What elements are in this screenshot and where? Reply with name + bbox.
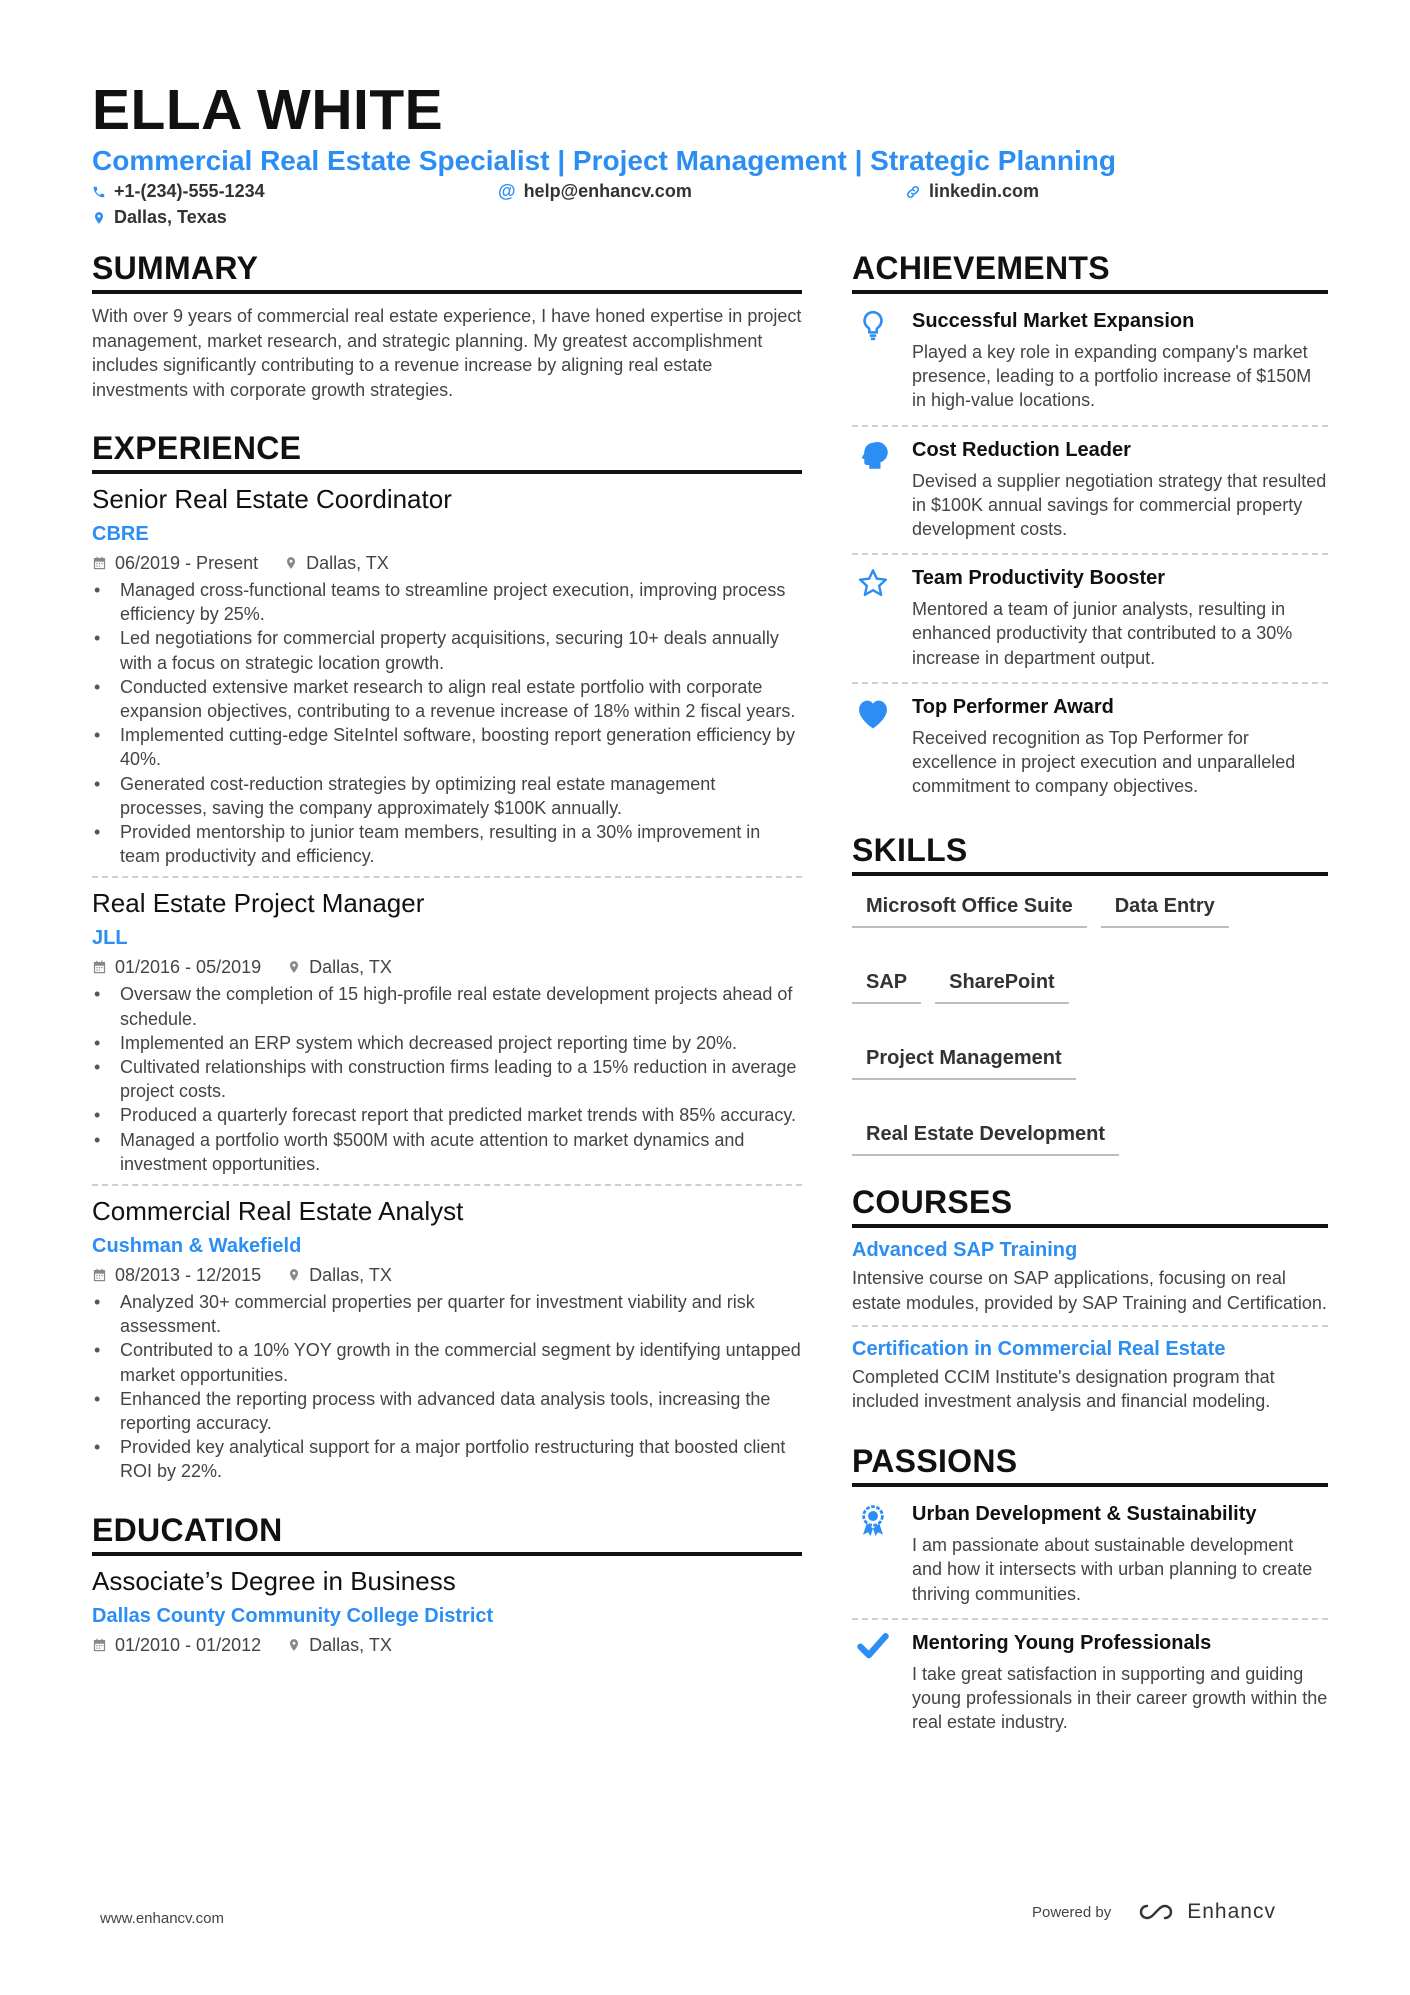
summary-text: With over 9 years of commercial real estate experience, I have honed expertise in project management, market research, and strategic planning. My greatest accomplishment includes significantly contributing to a revenue increase by aligning real estate investments with corporate growth strategies. <box>92 306 802 400</box>
lightbulb-icon <box>860 310 886 342</box>
bullet-item: • Conducted extensive market research to align real estate portfolio with corporate expansion objectives, contributing to a revenue increase of 18% within 2 fiscal years. <box>92 675 802 723</box>
passion-item <box>852 1491 1328 1620</box>
award-ribbon-icon <box>858 1503 888 1539</box>
achievement-item <box>852 427 1328 556</box>
course-desc: Intensive course on SAP applications, focusing on real estate modules, provided by SAP Training and Certification. <box>852 1268 1327 1313</box>
location-pin-icon <box>92 210 106 226</box>
achievement-desc: Played a key role in expanding company's market presence, leading to a portfolio increase of $150M in high-value locations. <box>912 342 1312 411</box>
passions-heading: PASSIONS <box>852 1445 1328 1487</box>
achievement-desc: Devised a supplier negotiation strategy that resulted in $100K annual savings for commercial property development costs. <box>912 470 1327 540</box>
star-icon <box>856 567 890 599</box>
course-title: Certification in Commercial Real Estate <box>852 1337 1226 1360</box>
passion-title: Mentoring Young Professionals <box>912 1631 1212 1654</box>
passion-title: Urban Development & Sustainability <box>912 1503 1257 1526</box>
link-icon <box>905 184 921 200</box>
location-pin-icon <box>287 959 301 975</box>
calendar-icon <box>92 555 107 571</box>
achievement-title: Team Productivity Booster <box>912 567 1166 590</box>
job-bullets <box>92 1290 802 1484</box>
job-dates-text: 08/2013 - 12/2015 <box>115 1265 262 1286</box>
job-entry <box>92 888 802 1186</box>
courses-list <box>852 1228 1328 1423</box>
checkmark-icon <box>856 1632 890 1660</box>
course-item <box>852 1228 1328 1326</box>
courses-heading: COURSES <box>852 1186 1328 1228</box>
location-pin-icon <box>284 555 298 571</box>
bullet-item: • Implemented an ERP system which decreased project reporting time by 20%. <box>92 1031 802 1055</box>
summary-heading: SUMMARY <box>92 252 802 294</box>
achievement-item <box>852 555 1328 684</box>
head-icon <box>858 439 888 471</box>
footer-website[interactable]: www.enhancv.com <box>100 1910 224 1927</box>
bullet-item: • Oversaw the completion of 15 high-profile real estate development projects ahead of schedule. <box>92 982 802 1030</box>
brand-name: Enhancv <box>1187 1900 1276 1923</box>
course-title: Advanced SAP Training <box>852 1239 1078 1262</box>
contact-linkedin[interactable] <box>905 181 1039 202</box>
contact-email[interactable] <box>498 181 692 202</box>
job-entry <box>92 484 802 878</box>
job-location-text: Dallas, TX <box>309 957 392 978</box>
calendar-icon <box>92 1637 107 1653</box>
job-location <box>287 956 392 978</box>
education-entry <box>92 1566 802 1656</box>
bullet-item: • Led negotiations for commercial property acquisitions, securing 10+ deals annually with a focus on strategic location growth. <box>92 626 802 674</box>
phone-text: +1-(234)-555-1234 <box>114 181 265 201</box>
phone-icon <box>92 185 106 199</box>
bullet-item: • Implemented cutting-edge SiteIntel software, boosting report generation efficiency by 40%. <box>92 723 802 771</box>
skill-tag: Real Estate Development <box>852 1116 1119 1156</box>
bullet-item: • Analyzed 30+ commercial properties per quarter for investment viability and risk assessment. <box>92 1290 802 1338</box>
job-title: Real Estate Project Manager <box>92 888 425 919</box>
education-dates <box>92 1634 261 1656</box>
education-location-text: Dallas, TX <box>309 1634 392 1655</box>
achievement-desc: Mentored a team of junior analysts, resulting in enhanced productivity that contributed to a 30% increase in department output. <box>912 599 1293 668</box>
job-location <box>284 552 389 574</box>
skill-tag: SAP <box>852 964 921 1004</box>
bullet-item: • Managed a portfolio worth $500M with acute attention to market dynamics and investment opportunities. <box>92 1128 802 1176</box>
skills-list <box>852 888 1328 1156</box>
footer-branding <box>1032 1900 1276 1924</box>
enhancv-logo[interactable] <box>1133 1900 1276 1924</box>
calendar-icon <box>92 1267 107 1283</box>
skill-tag: SharePoint <box>935 964 1069 1004</box>
email-text: help@enhancv.com <box>523 181 692 201</box>
job-dates-text: 06/2019 - Present <box>115 553 259 573</box>
course-item <box>852 1327 1328 1423</box>
experience-list <box>92 484 802 1492</box>
passion-desc: I am passionate about sustainable development and how it intersects with urban planning to create thriving communities. <box>912 1535 1313 1604</box>
achievement-item <box>852 684 1328 811</box>
education-dates-text: 01/2010 - 01/2012 <box>115 1634 262 1655</box>
skill-tag: Project Management <box>852 1040 1076 1080</box>
job-entry <box>92 1196 802 1492</box>
right-column <box>852 252 1328 1746</box>
course-desc: Completed CCIM Institute's designation program that included investment analysis and financial modeling. <box>852 1366 1275 1412</box>
job-bullets <box>92 982 802 1176</box>
location-text: Dallas, Texas <box>114 207 227 227</box>
powered-by-text: Powered by <box>1032 1903 1112 1921</box>
bullet-item: • Enhanced the reporting process with advanced data analysis tools, increasing the reporting accuracy. <box>92 1387 802 1435</box>
education-heading: EDUCATION <box>92 1514 802 1556</box>
job-meta <box>92 1264 802 1286</box>
degree-title: Associate’s Degree in Business <box>92 1565 456 1596</box>
achievement-title: Cost Reduction Leader <box>912 438 1131 461</box>
heart-icon <box>854 696 892 730</box>
skill-tag: Data Entry <box>1101 888 1229 928</box>
job-dates-text: 01/2016 - 05/2019 <box>115 957 262 978</box>
job-dates <box>92 956 261 978</box>
education-meta <box>92 1634 802 1656</box>
job-title: Senior Real Estate Coordinator <box>92 484 452 514</box>
passion-desc: I take great satisfaction in supporting and guiding young professionals in their career growth within the real estate industry. <box>912 1663 1328 1733</box>
job-location-text: Dallas, TX <box>306 553 389 573</box>
passions-list <box>852 1491 1328 1746</box>
job-meta <box>92 552 802 574</box>
bullet-item: • Managed cross-functional teams to streamline project execution, improving process efficiency by 25%. <box>92 578 802 626</box>
job-location <box>287 1264 392 1286</box>
skills-heading: SKILLS <box>852 834 1328 876</box>
left-column <box>92 252 802 1656</box>
school-name: Dallas County Community College District <box>92 1604 494 1627</box>
bullet-item: • Provided key analytical support for a major portfolio restructuring that boosted client ROI by 22%. <box>92 1435 802 1483</box>
achievement-title: Top Performer Award <box>912 695 1114 718</box>
job-bullets <box>92 578 802 868</box>
achievements-heading: ACHIEVEMENTS <box>852 252 1328 294</box>
bullet-item: • Cultivated relationships with construction firms leading to a 15% reduction in average project costs. <box>92 1055 802 1103</box>
bullet-item: • Generated cost-reduction strategies by optimizing real estate management processes, saving the company approximately $100K annually. <box>92 772 802 820</box>
at-icon: @ <box>498 181 516 201</box>
passion-item <box>852 1620 1328 1747</box>
job-location-text: Dallas, TX <box>309 1265 392 1286</box>
achievement-item <box>852 298 1328 427</box>
calendar-icon <box>92 959 107 975</box>
location-pin-icon <box>287 1267 301 1283</box>
job-dates <box>92 1264 261 1286</box>
experience-heading: EXPERIENCE <box>92 432 802 474</box>
skill-tag: Microsoft Office Suite <box>852 888 1087 928</box>
job-meta <box>92 956 802 978</box>
company-name: Cushman & Wakefield <box>92 1235 302 1258</box>
bullet-item: • Contributed to a 10% YOY growth in the commercial segment by identifying untapped market opportunities. <box>92 1338 802 1386</box>
bullet-item: • Produced a quarterly forecast report that predicted market trends with 85% accuracy. <box>92 1103 802 1127</box>
achievement-desc: Received recognition as Top Performer for excellence in project execution and unparalleled commitment to company objectives. <box>912 727 1296 797</box>
location-pin-icon <box>287 1637 301 1653</box>
linkedin-text: linkedin.com <box>929 181 1040 201</box>
candidate-name: ELLA WHITE <box>92 78 444 142</box>
headline: Commercial Real Estate Specialist | Project Management | Strategic Planning <box>92 145 1116 176</box>
achievements-list <box>852 298 1328 810</box>
achievement-title: Successful Market Expansion <box>912 310 1195 332</box>
bullet-item: • Provided mentorship to junior team members, resulting in a 30% improvement in team productivity and efficiency. <box>92 820 802 868</box>
job-title: Commercial Real Estate Analyst <box>92 1196 464 1227</box>
company-name: JLL <box>92 927 128 950</box>
contact-location <box>92 207 227 228</box>
enhancv-logo-icon <box>1133 1900 1179 1924</box>
company-name: CBRE <box>92 523 149 545</box>
education-location <box>287 1634 392 1656</box>
job-dates <box>92 552 258 574</box>
contact-phone <box>92 181 265 202</box>
